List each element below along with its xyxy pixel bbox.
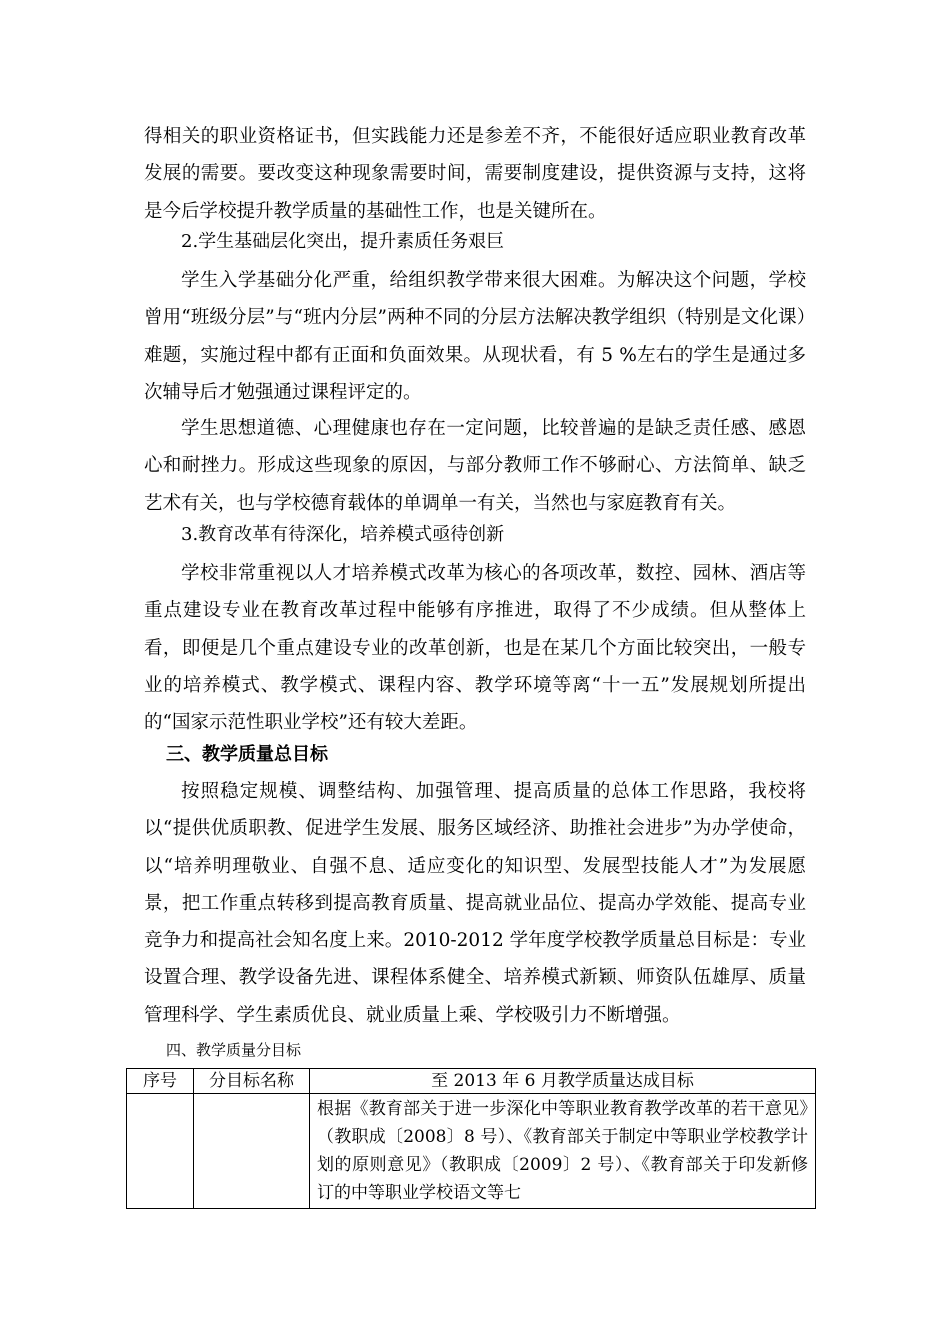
- paragraph-2b: 学生思想道德、心理健康也存在一定问题，比较普遍的是缺乏责任感、感恩心和耐挫力。形成这些现象的原因，与部分教师工作不够耐心、方法简单、缺乏艺术有关，也与学校德育载体的单调单一有关，当然也与家庭教育有关。: [144, 418, 806, 514]
- paragraph-2a: 学生入学基础分化严重，给组织教学带来很大困难。为解决这个问题，学校曾用“班级分层”与“班内分层”两种不同的分层方法解决教学组织（特别是文化课）难题，实施过程中都有正面和负面效果。从现状看，有 5 %左右的学生是通过多次辅导后才勉强通过课程评定的。: [144, 270, 806, 403]
- header-no: 序号: [127, 1069, 194, 1094]
- cell-no: [127, 1094, 194, 1209]
- subheading-2: 2.学生基础层化突出，提升素质任务艰巨: [181, 231, 505, 252]
- subheading-3: 3.教育改革有待深化，培养模式亟待创新: [181, 524, 505, 545]
- table-row: [127, 1094, 816, 1209]
- section-4-title: 四、教学质量分目标: [166, 1041, 302, 1059]
- paragraph-intro: 得相关的职业资格证书，但实践能力还是参差不齐，不能很好适应职业教育改革发展的需要。要改变这种现象需要时间，需要制度建设，提供资源与支持，这将是今后学校提升教学质量的基础性工作，也是关键所在。: [144, 126, 806, 222]
- cell-target: 根据《教育部关于进一步深化中等职业教育教学改革的若干意见》（教职成〔2008〕8 号）、《教育部关于制定中等职业学校教学计划的原则意见》（教职成〔2009〕2 号）、《教育部关于印发新修订的中等职业学校语文等七: [310, 1094, 816, 1209]
- header-target: 至 2013 年 6 月教学质量达成目标: [310, 1069, 816, 1094]
- cell-name: [194, 1094, 310, 1209]
- paragraph-3: 学校非常重视以人才培养模式改革为核心的各项改革，数控、园林、酒店等重点建设专业在教育改革过程中能够有序推进，取得了不少成绩。但从整体上看，即便是几个重点建设专业的改革创新，也是在某几个方面比较突出，一般专业的培养模式、教学模式、课程内容、教学环境等离“十一五”发展规划所提出的“国家示范性职业学校”还有较大差距。: [144, 563, 806, 734]
- section-3-title: 三、教学质量总目标: [166, 744, 328, 765]
- goals-table: [126, 1068, 816, 1209]
- header-name: 分目标名称: [194, 1069, 310, 1094]
- paragraph-goal: 按照稳定规模、调整结构、加强管理、提高质量的总体工作思路，我校将以“提供优质职教、促进学生发展、服务区域经济、助推社会进步”为办学使命，以“培养明理敬业、自强不息、适应变化的知识型、发展型技能人才”为发展愿景，把工作重点转移到提高教育质量、提高就业品位、提高办学效能、提高专业竞争力和提高社会知名度上来。2010-2012 学年度学校教学质量总目标是：专业设置合理、教学设备先进、课程体系健全、培养模式新颖、师资队伍雄厚、质量管理科学、学生素质优良、就业质量上乘、学校吸引力不断增强。: [144, 781, 806, 1026]
- table-header-row: [127, 1069, 816, 1094]
